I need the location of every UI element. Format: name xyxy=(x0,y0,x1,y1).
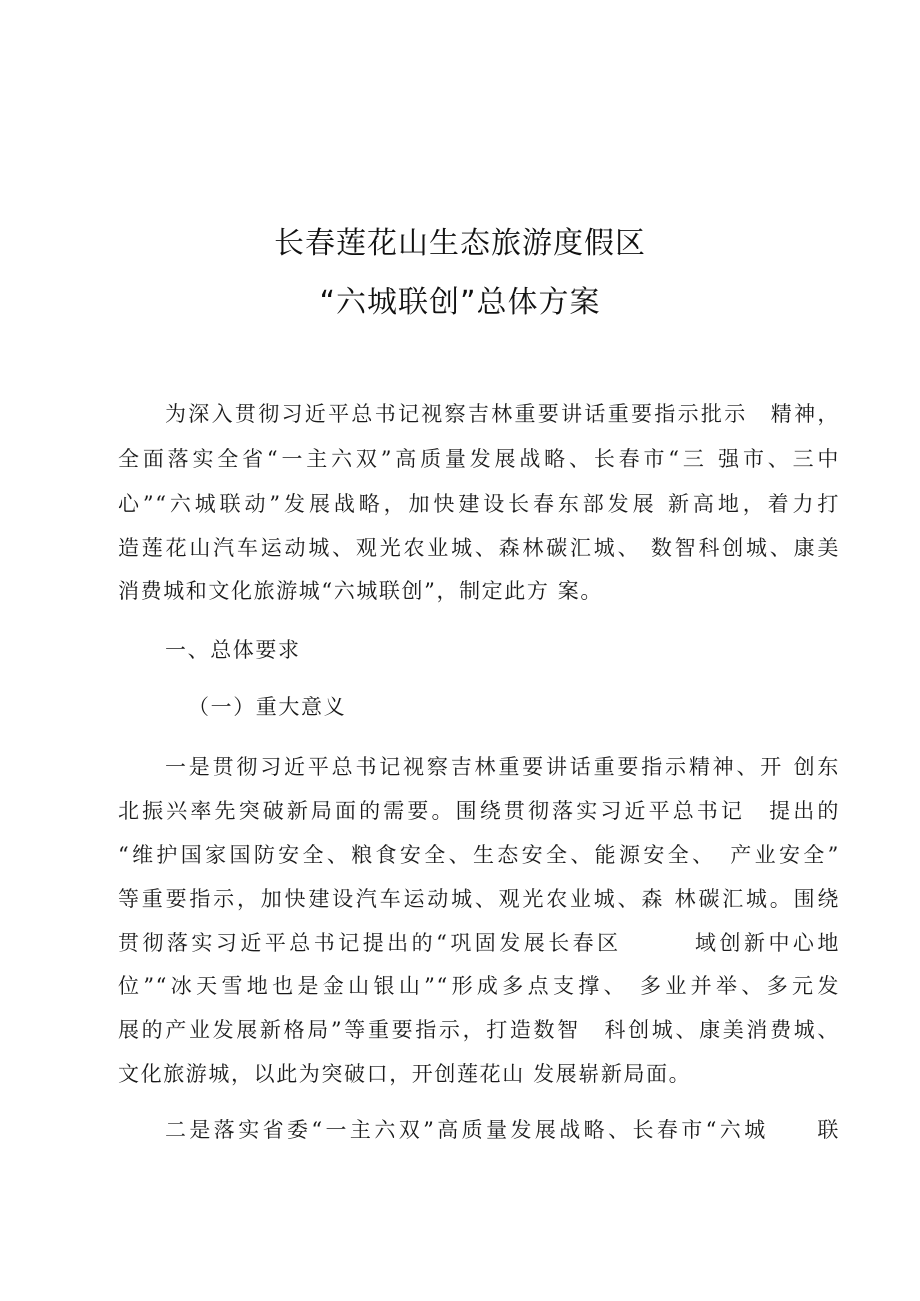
document-title-line-2: “六城联创”总体方案 xyxy=(319,285,601,320)
para1-line-3: “维护国家国防安全、粮食安全、生态安全、能源安全、 产业安全” xyxy=(118,843,840,867)
section-heading-general-requirements: 一、总体要求 xyxy=(165,638,301,662)
para1-line-5: 贯彻落实习近平总书记提出的“巩固发展长春区 域创新中心地 xyxy=(118,931,840,955)
subsection-heading-significance: （一）重大意义 xyxy=(188,695,347,719)
para2-line-1: 二是落实省委“一主六双”高质量发展战略、长春市“六城 联 xyxy=(165,1118,840,1142)
para1-line-7: 展的产业发展新格局”等重要指示，打造数智 科创城、康美消费城、 xyxy=(118,1018,840,1042)
para1-line-8: 文化旅游城，以此为突破口，开创莲花山 发展崭新局面。 xyxy=(118,1062,692,1086)
para1-line-6: 位”“冰天雪地也是金山银山”“形成多点支撑、 多业并举、多元发 xyxy=(118,974,840,998)
document-title-line-1: 长春莲花山生态旅游度假区 xyxy=(274,226,646,261)
para1-line-4: 等重要指示，加快建设汽车运动城、观光农业城、森 林碳汇城。围绕 xyxy=(118,887,840,911)
intro-line-3: 心”“六城联动”发展战略，加快建设长春东部发展 新高地，着力打 xyxy=(118,492,840,516)
intro-line-4: 造莲花山汽车运动城、观光农业城、森林碳汇城、 数智科创城、康美 xyxy=(118,536,840,560)
para1-line-1: 一是贯彻习近平总书记视察吉林重要讲话重要指示精神、开 创东 xyxy=(165,755,840,779)
intro-line-5: 消费城和文化旅游城“六城联创”，制定此方 案。 xyxy=(118,579,603,603)
intro-line-2: 全面落实全省“一主六双”高质量发展战略、长春市“三 强市、三中 xyxy=(118,447,840,471)
para1-line-2: 北振兴率先突破新局面的需要。围绕贯彻落实习近平总书记 提出的 xyxy=(118,799,840,823)
intro-line-1: 为深入贯彻习近平总书记视察吉林重要讲话重要指示批示 精神， xyxy=(165,402,840,426)
